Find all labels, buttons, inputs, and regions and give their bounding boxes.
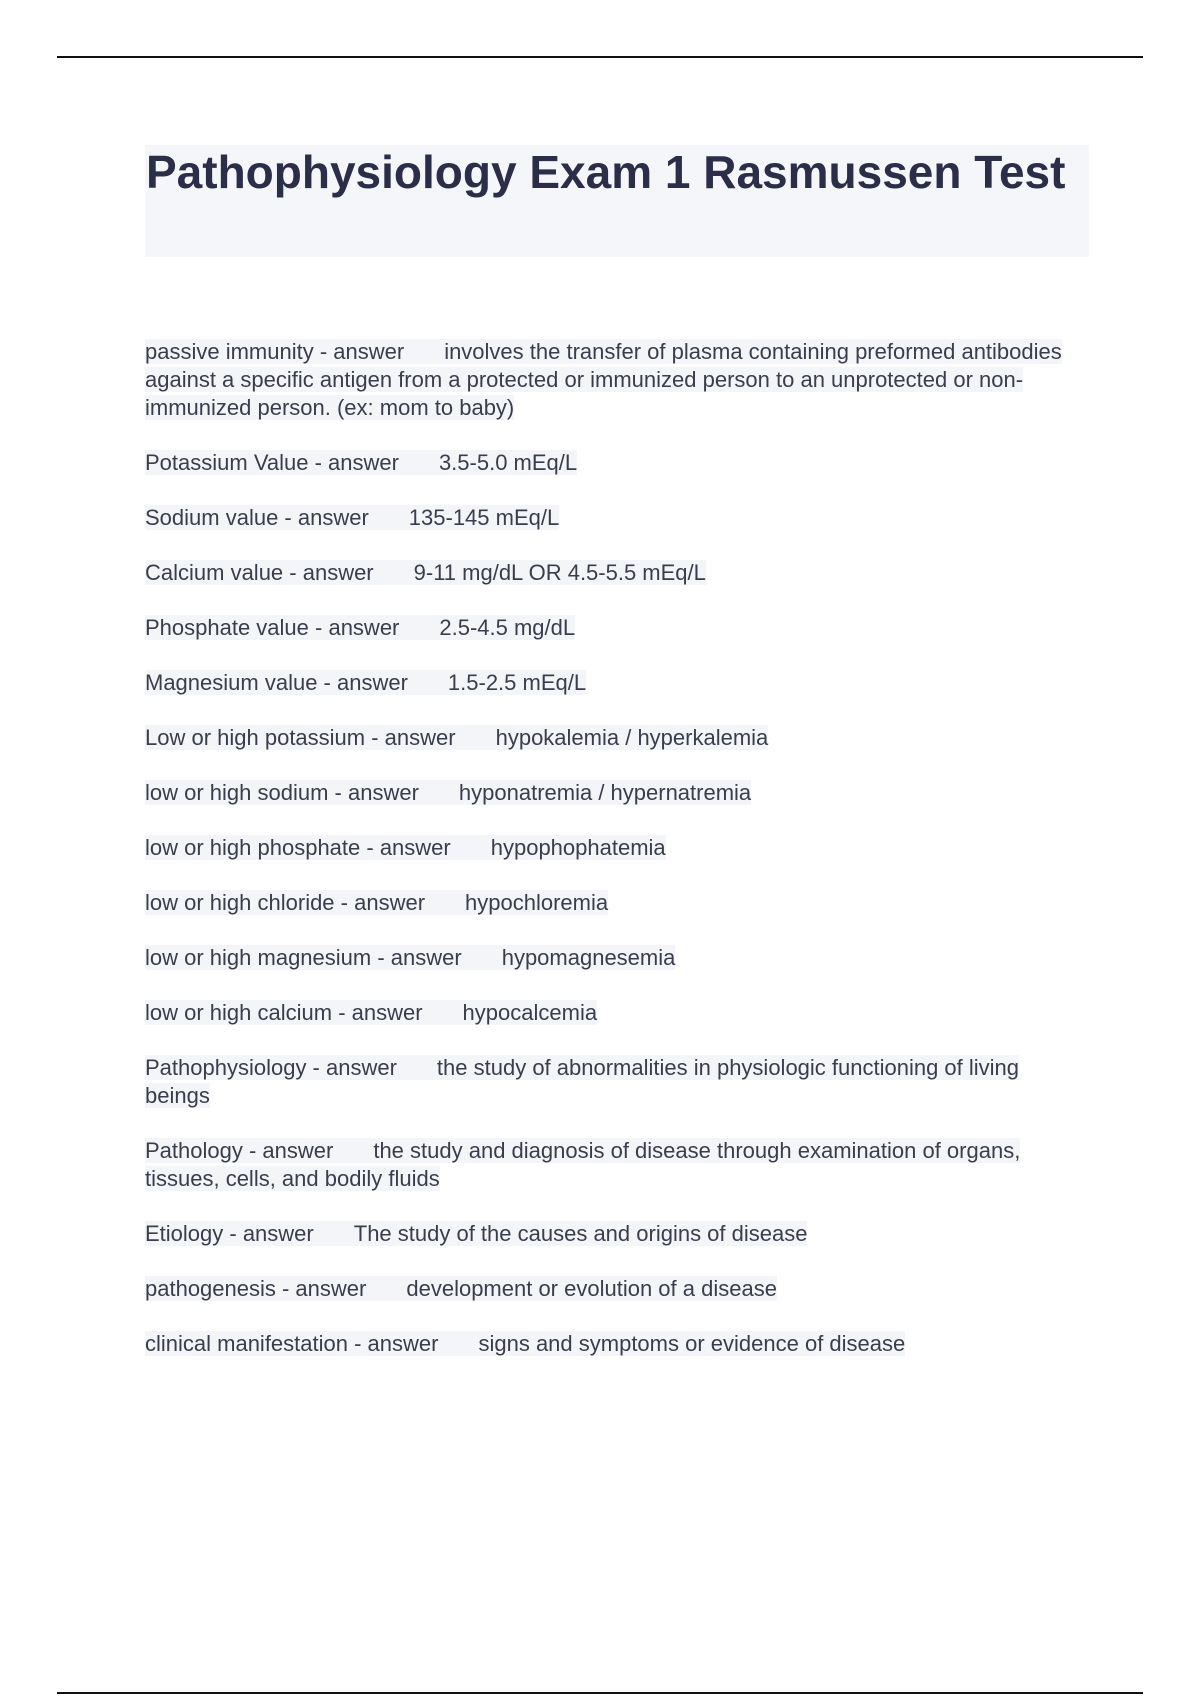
entry-term: clinical manifestation - answer [145,1331,439,1356]
entry-term: Phosphate value - answer [145,615,400,640]
entry-answer: 1.5-2.5 mEq/L [447,670,587,695]
entry-term: Etiology - answer [145,1221,314,1246]
entry-term: passive immunity - answer [145,339,405,364]
entry-answer: hypokalemia / hyperkalemia [495,725,769,750]
flashcard-entry [145,1330,1075,1358]
entry-answer: signs and symptoms or evidence of disease [478,1331,906,1356]
flashcard-entry [145,1054,1075,1110]
entry-answer: the study of abnormalities in physiologic functioning of living beings [145,1055,1020,1108]
page-title: Pathophysiology Exam 1 Rasmussen Test [146,146,1066,198]
entry-term: Pathophysiology - answer [145,1055,397,1080]
entry-answer: 2.5-4.5 mg/dL [439,615,576,640]
flashcard-entry [145,614,1075,642]
entry-answer: 135-145 mEq/L [408,505,560,530]
entry-answer: involves the transfer of plasma containing preformed antibodies against a specific antigen from a protected or immunized person to an unprotected or non-immunized person. (ex: mom to baby) [145,339,1062,420]
entry-term: low or high phosphate - answer [145,835,451,860]
flashcard-entry [145,338,1075,422]
entry-answer: development or evolution of a disease [406,1276,777,1301]
entry-term: Sodium value - answer [145,505,369,530]
flashcard-entry [145,889,1075,917]
entry-answer: hypocalcemia [462,1000,598,1025]
entry-term: low or high calcium - answer [145,1000,423,1025]
flashcard-entry [145,999,1075,1027]
entry-term: low or high magnesium - answer [145,945,462,970]
entry-answer: hypophophatemia [490,835,666,860]
entry-term: Potassium Value - answer [145,450,399,475]
flashcard-entry [145,1137,1075,1193]
top-rule [57,56,1143,58]
entry-term: Magnesium value - answer [145,670,408,695]
entry-term: low or high chloride - answer [145,890,426,915]
entry-term: pathogenesis - answer [145,1276,367,1301]
entry-answer: the study and diagnosis of disease through examination of organs, tissues, cells, and bodily fluids [145,1138,1021,1191]
flashcard-entry [145,944,1075,972]
entry-term: low or high sodium - answer [145,780,419,805]
flashcard-entry [145,669,1075,697]
entry-answer: 9-11 mg/dL OR 4.5-5.5 mEq/L [413,560,706,585]
flashcard-list [145,338,1075,1385]
entry-answer: hypochloremia [465,890,609,915]
flashcard-entry [145,779,1075,807]
entry-term: Calcium value - answer [145,560,374,585]
flashcard-entry [145,1275,1075,1303]
entry-term: Low or high potassium - answer [145,725,456,750]
entry-answer: 3.5-5.0 mEq/L [438,450,578,475]
flashcard-entry [145,559,1075,587]
flashcard-entry [145,449,1075,477]
flashcard-entry [145,834,1075,862]
entry-answer: hypomagnesemia [501,945,676,970]
entry-term: Pathology - answer [145,1138,334,1163]
entry-answer: The study of the causes and origins of disease [353,1221,808,1246]
flashcard-entry [145,1220,1075,1248]
flashcard-entry [145,504,1075,532]
flashcard-entry [145,724,1075,752]
bottom-rule [57,1692,1143,1694]
entry-answer: hyponatremia / hypernatremia [458,780,752,805]
